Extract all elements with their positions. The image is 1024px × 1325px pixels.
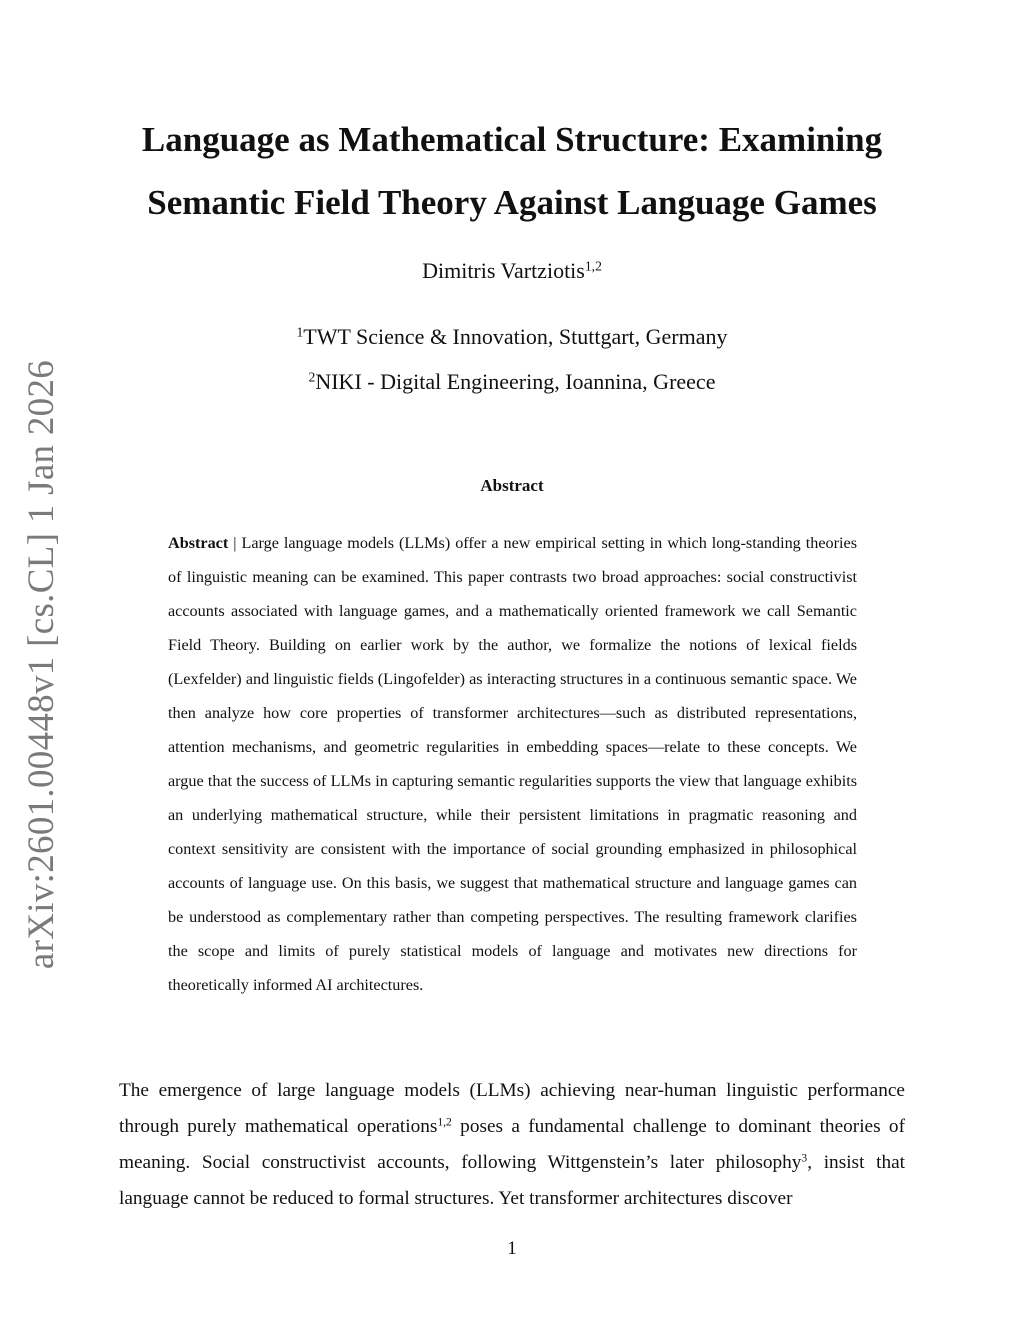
title-line-2: Semantic Field Theory Against Language Games — [147, 183, 877, 222]
affiliation-1 — [0, 324, 1024, 350]
intro-text-part-3: , insist that language cannot be reduced to formal structures. Yet transformer architectures discover — [119, 1152, 905, 1209]
citation-1-2: 1,2 — [437, 1115, 452, 1129]
page-number: 1 — [507, 1238, 517, 1259]
affiliation-2-mark: 2 — [308, 369, 316, 385]
abstract-separator: | — [228, 534, 242, 552]
author-line — [0, 258, 1024, 284]
author-name: Dimitris Vartziotis — [422, 258, 585, 283]
title-line-1: Language as Mathematical Structure: Examining — [141, 120, 883, 159]
intro-text-part-1: The emergence of large language models (LLMs) achieving near-human linguistic performance through purely mathematical operations — [119, 1080, 905, 1137]
affiliation-1-mark: 1 — [296, 324, 304, 340]
citation-3: 3 — [801, 1151, 808, 1165]
arxiv-identifier-stamp — [10, 359, 74, 969]
affiliation-1-text: TWT Science & Innovation, Stuttgart, Germany — [303, 324, 728, 349]
arxiv-identifier-text: arXiv:2601.00448v1 [cs.CL] 1 Jan 2026 — [21, 359, 63, 969]
abstract-heading: Abstract — [480, 476, 544, 495]
author-affiliation-marks: 1,2 — [584, 258, 602, 274]
intro-text-part-2: poses a fundamental challenge to dominant theories of meaning. Social constructivist accounts, following Wittgenstein’s later philosophy — [119, 1116, 905, 1173]
abstract-lead: Abstract — [168, 534, 229, 552]
intro-paragraph — [119, 1073, 905, 1217]
paper-title — [120, 108, 904, 234]
abstract-text: Large language models (LLMs) offer a new empirical setting in which long-standing theories of linguistic meaning can be examined. This paper contrasts two broad approaches: social constructivist accounts associated with language games, and a mathematically oriented framework we call Semantic Field Theory. Building on earlier work by the author, we formalize the notions of lexical fields (Lexfelder) and linguistic fields (Lingofelder) as interacting structures in a continuous semantic space. We then analyze how core properties of transformer architectures—such as distributed representations, attention mechanisms, and geometric regularities in embedding spaces—relate to these concepts. We argue that the success of LLMs in capturing semantic regularities supports the view that language exhibits an underlying mathematical structure, while their persistent limitations in pragmatic reasoning and context sensitivity are consistent with the importance of social grounding emphasized in philosophical accounts of language use. On this basis, we suggest that mathematical structure and language games can be understood as complementary rather than competing perspectives. The resulting framework clarifies the scope and limits of purely statistical models of language and motivates new directions for theoretically informed AI architectures. — [168, 534, 857, 994]
affiliation-2-text: NIKI - Digital Engineering, Ioannina, Greece — [315, 369, 716, 394]
abstract-body — [168, 526, 857, 1002]
affiliation-2 — [0, 369, 1024, 395]
